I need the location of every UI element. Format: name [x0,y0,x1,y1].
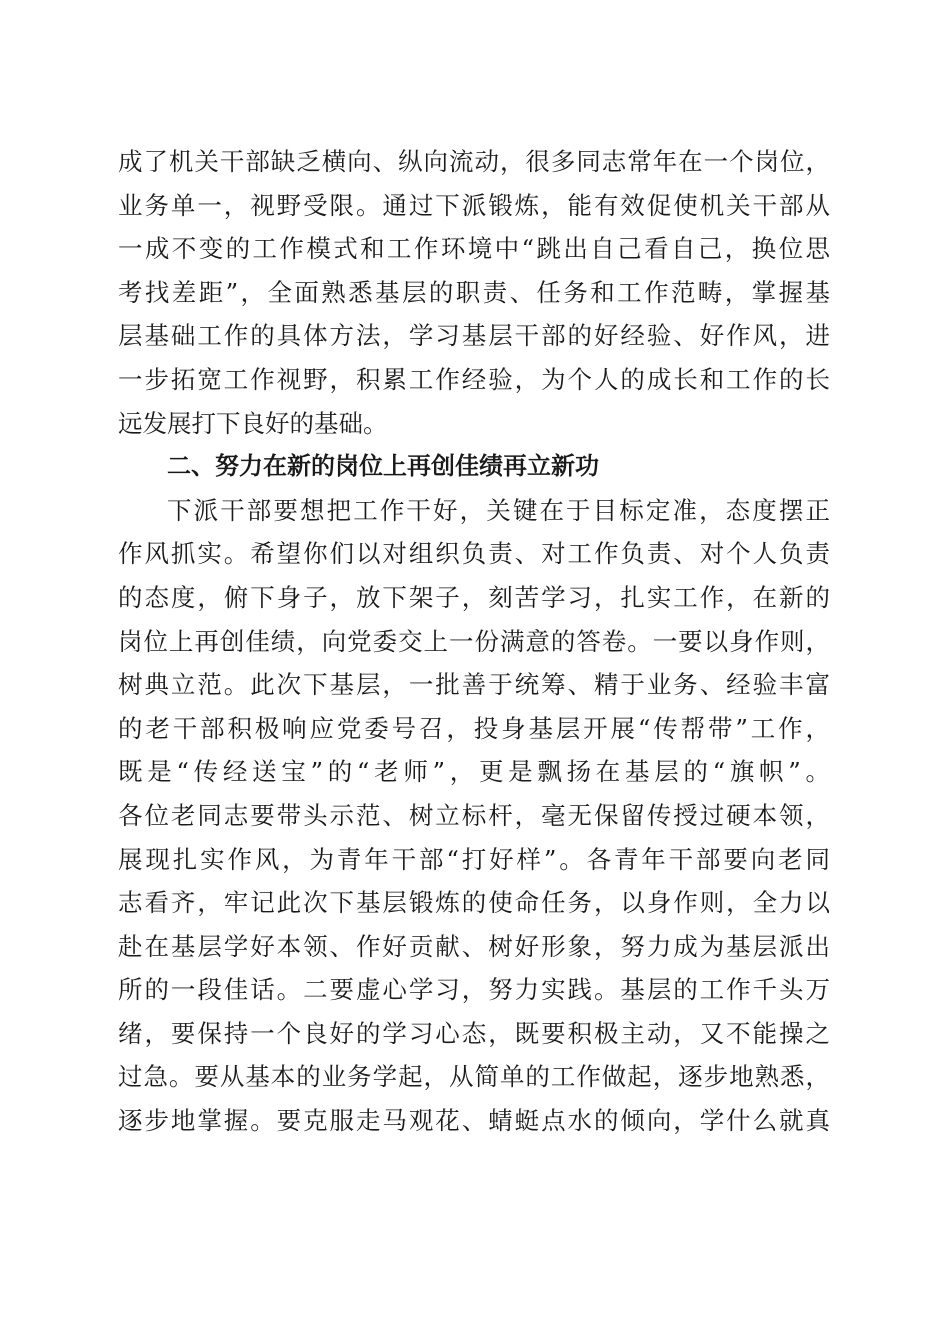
text-line: 一成不变的工作模式和工作环境中“跳出自己看自己，换位思 [118,234,830,264]
document-body [118,140,830,1143]
paragraph [118,489,830,1143]
text-line: 志看齐，牢记此次下基层锻炼的使命任务，以身作则，全力以 [118,888,830,918]
text-line: 的态度，俯下身子，放下架子，刻苦学习，扎实工作，在新的 [118,582,830,612]
text-line: 绪，要保持一个良好的学习心态，既要积极主动，又不能操之 [118,1018,830,1048]
text-line: 成了机关干部缺乏横向、纵向流动，很多同志常年在一个岗位， [118,147,830,176]
text-line: 各位老同志要带头示范、树立标杆，毫无保留传授过硬本领， [118,800,830,830]
text-line: 下派干部要想把工作干好，关键在于目标定准，态度摆正 [167,495,830,525]
text-line: 所的一段佳话。二要虚心学习，努力实践。基层的工作千头万 [118,975,830,1005]
text-line: 考找差距”，全面熟悉基层的职责、任务和工作范畴，掌握基 [118,277,830,307]
text-line: 既是“传经送宝”的“老师”，更是飘扬在基层的“旗帜”。 [118,757,830,787]
text-line: 树典立范。此次下基层，一批善于统筹、精于业务、经验丰富 [118,670,830,700]
text-line: 远发展打下良好的基础。 [118,408,388,438]
text-line: 层基础工作的具体方法，学习基层干部的好经验、好作风，进 [118,321,830,351]
paragraph-continuation [118,140,830,445]
text-line: 的老干部积极响应党委号召，投身基层开展“传帮带”工作， [118,713,830,743]
text-line: 过急。要从基本的业务学起，从简单的工作做起，逐步地熟悉， [118,1062,830,1092]
text-line: 业务单一，视野受限。通过下派锻炼，能有效促使机关干部从 [118,190,830,220]
text-line: 展现扎实作风，为青年干部“打好样”。各青年干部要向老同 [118,844,830,874]
text-line: 一步拓宽工作视野，积累工作经验，为个人的成长和工作的长 [118,364,830,394]
text-line: 作风抓实。希望你们以对组织负责、对工作负责、对个人负责 [118,539,830,569]
text-line: 岗位上再创佳绩，向党委交上一份满意的答卷。一要以身作则， [118,626,830,656]
section-heading: 二、努力在新的岗位上再创佳绩再立新功 [167,452,599,481]
text-line: 赴在基层学好本领、作好贡献、树好形象，努力成为基层派出 [118,931,830,961]
text-line: 逐步地掌握。要克服走马观花、蜻蜓点水的倾向，学什么就真 [118,1106,830,1136]
